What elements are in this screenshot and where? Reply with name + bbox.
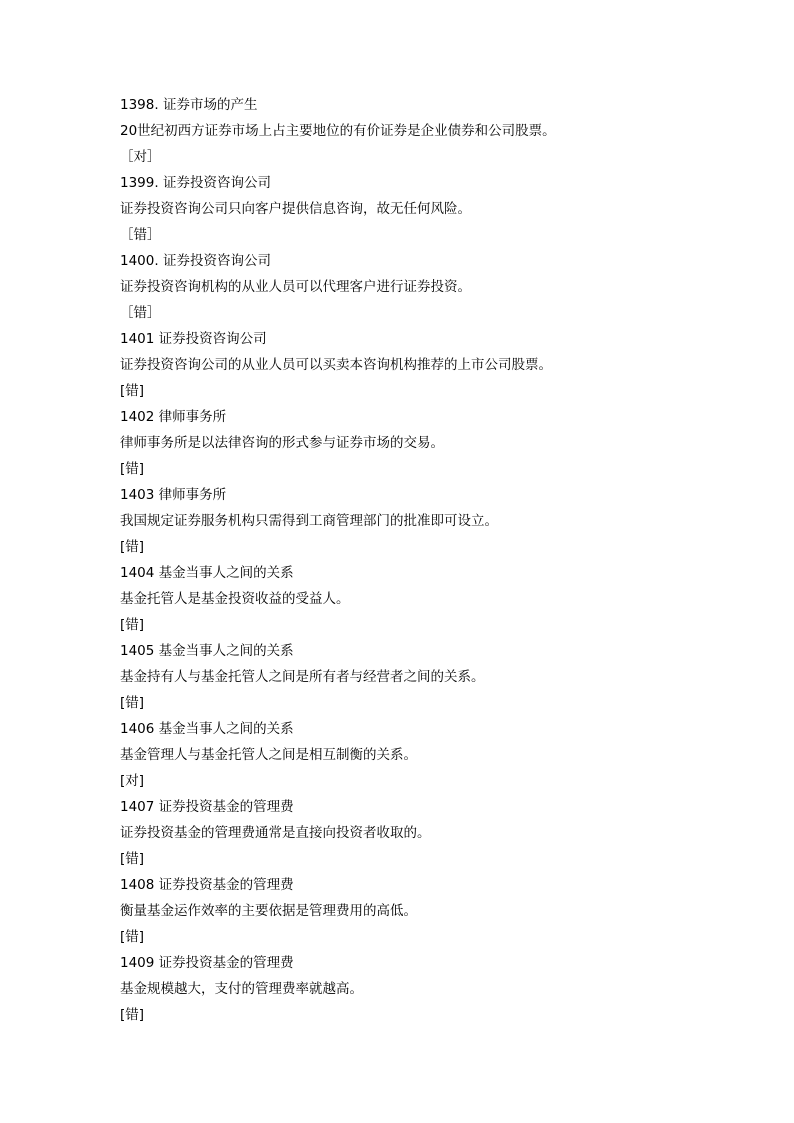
question-statement: 律师事务所是以法律咨询的形式参与证券市场的交易。: [120, 435, 444, 451]
question-list: [120, 92, 720, 1028]
question-title: 1401 证券投资咨询公司: [120, 331, 267, 347]
question-answer: [错]: [120, 851, 145, 867]
question-answer: [错]: [120, 1007, 145, 1023]
question-statement: 证券投资咨询公司只向客户提供信息咨询，故无任何风险。: [120, 201, 471, 217]
question-item: [120, 794, 720, 872]
question-item: [120, 404, 720, 482]
question-answer: ［错］: [120, 305, 161, 321]
question-title: 1408 证券投资基金的管理费: [120, 877, 294, 893]
question-item: [120, 872, 720, 950]
question-title: 1405 基金当事人之间的关系: [120, 643, 294, 659]
question-item: [120, 716, 720, 794]
question-statement: 基金托管人是基金投资收益的受益人。: [120, 591, 350, 607]
question-item: [120, 92, 720, 170]
question-statement: 衡量基金运作效率的主要依据是管理费用的高低。: [120, 903, 417, 919]
question-item: [120, 482, 720, 560]
question-item: [120, 248, 720, 326]
question-statement: 证券投资基金的管理费通常是直接向投资者收取的。: [120, 825, 431, 841]
question-item: [120, 326, 720, 404]
question-statement: 基金管理人与基金托管人之间是相互制衡的关系。: [120, 747, 417, 763]
question-title: 1398. 证券市场的产生: [120, 97, 258, 113]
question-item: [120, 560, 720, 638]
question-statement: 20世纪初西方证券市场上占主要地位的有价证券是企业债券和公司股票。: [120, 123, 556, 139]
question-title: 1400. 证券投资咨询公司: [120, 253, 271, 269]
question-title: 1402 律师事务所: [120, 409, 227, 425]
question-answer: [错]: [120, 461, 145, 477]
question-answer: ［对］: [120, 149, 161, 165]
question-title: 1399. 证券投资咨询公司: [120, 175, 271, 191]
question-title: 1407 证券投资基金的管理费: [120, 799, 294, 815]
question-statement: 证券投资咨询公司的从业人员可以买卖本咨询机构推荐的上市公司股票。: [120, 357, 552, 373]
question-statement: 基金规模越大，支付的管理费率就越高。: [120, 981, 363, 997]
question-statement: 我国规定证券服务机构只需得到工商管理部门的批准即可设立。: [120, 513, 498, 529]
question-answer: [错]: [120, 383, 145, 399]
question-title: 1404 基金当事人之间的关系: [120, 565, 294, 581]
question-answer: [错]: [120, 617, 145, 633]
question-answer: ［错］: [120, 227, 161, 243]
question-answer: [错]: [120, 539, 145, 555]
question-answer: [错]: [120, 695, 145, 711]
question-title: 1409 证券投资基金的管理费: [120, 955, 294, 971]
question-statement: 证券投资咨询机构的从业人员可以代理客户进行证券投资。: [120, 279, 471, 295]
question-item: [120, 638, 720, 716]
question-title: 1406 基金当事人之间的关系: [120, 721, 294, 737]
question-item: [120, 170, 720, 248]
question-answer: [对]: [120, 773, 145, 789]
question-title: 1403 律师事务所: [120, 487, 227, 503]
question-answer: [错]: [120, 929, 145, 945]
question-statement: 基金持有人与基金托管人之间是所有者与经营者之间的关系。: [120, 669, 485, 685]
question-item: [120, 950, 720, 1028]
